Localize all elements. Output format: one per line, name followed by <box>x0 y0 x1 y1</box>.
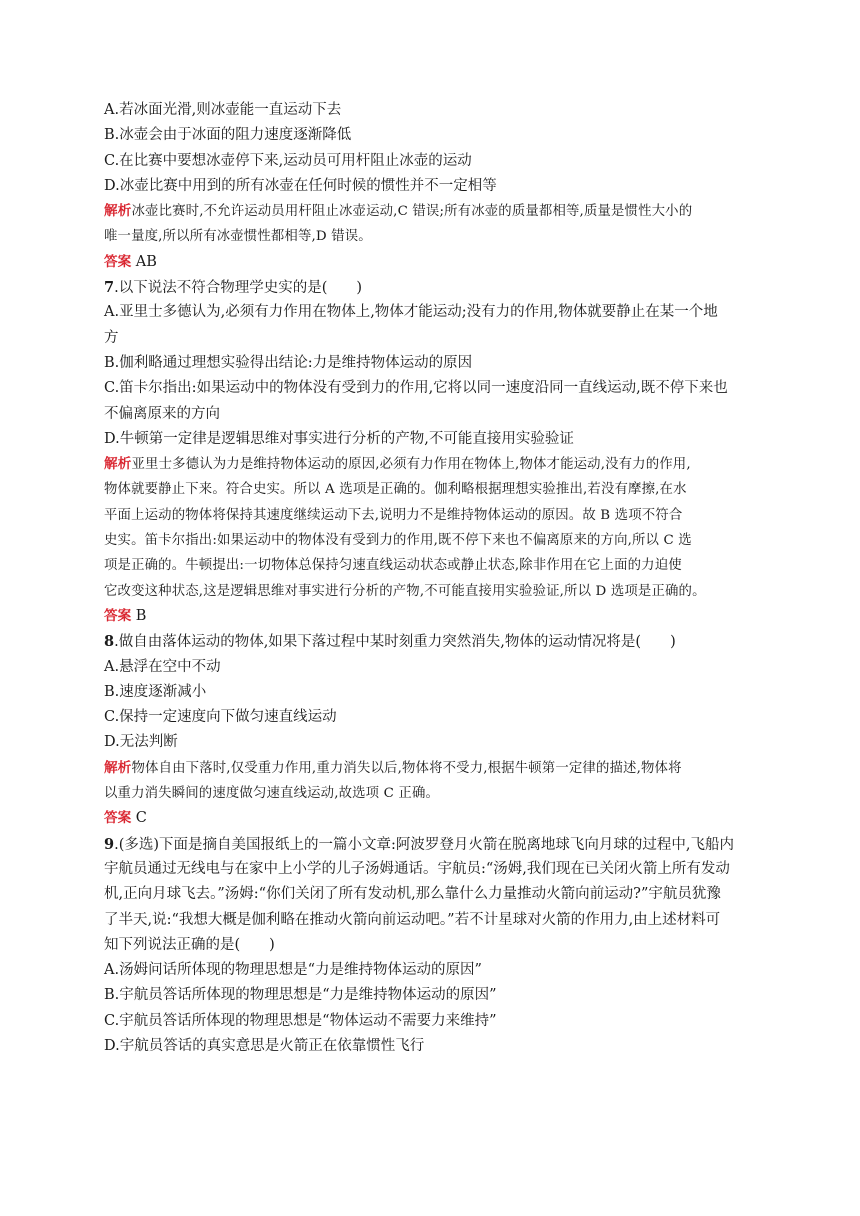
explanation-line: 以重力消失瞬间的速度做匀速直线运动,故选项 C 正确。 <box>104 786 440 802</box>
question-9 <box>104 832 764 1060</box>
explanation-line <box>104 199 764 224</box>
question-stem-continued: 知下列说法正确的是( ) <box>104 936 275 953</box>
question-number: 7 <box>104 279 115 297</box>
answer-value: AB <box>135 253 157 270</box>
question-stem <box>104 629 764 654</box>
question-text: .(多选)下面是摘自美国报纸上的一篇小文章:阿波罗登月火箭在脱离地球飞向月球的过程中,飞船内 <box>114 836 735 853</box>
question-8 <box>104 629 764 831</box>
option-a: A.若冰面光滑,则冰壶能一直运动下去 <box>104 102 342 118</box>
question-7 <box>104 275 764 629</box>
explanation-text: 冰壶比赛时,不允许运动员用杆阻止冰壶运动,C 错误;所有冰壶的质量都相等,质量是惯性大小的 <box>131 204 693 220</box>
explanation-line: 平面上运动的物体将保持其速度继续运动下去,说明力不是维持物体运动的原因。故 B 选项不符合 <box>104 507 683 523</box>
explanation-line <box>104 452 764 477</box>
option-c: C.笛卡尔指出:如果运动中的物体没有受到力的作用,它将以同一速度沿同一直线运动,既不停下来也 <box>104 380 728 397</box>
explanation-label: 解析 <box>104 203 132 220</box>
question-stem <box>104 275 764 300</box>
option-a: A.悬浮在空中不动 <box>104 658 221 675</box>
question-stem-continued: 宇航员通过无线电与在家中上小学的儿子汤姆通话。宇航员:“汤姆,我们现在已关闭火箭上所有发动 <box>104 860 730 877</box>
option-a-continued: 方 <box>104 329 119 346</box>
explanation-line: 它改变这种状态,这是逻辑思维对事实进行分析的产物,不可能直接用实验验证,所以 D 选项是正确的。 <box>104 583 706 599</box>
explanation-line <box>104 756 764 781</box>
option-a: A.亚里士多德认为,必须有力作用在物体上,物体才能运动;没有力的作用,物体就要静止在某一个地 <box>104 304 718 321</box>
option-d: D.牛顿第一定律是逻辑思维对事实进行分析的产物,不可能直接用实验验证 <box>104 430 574 447</box>
option-c: C.在比赛中要想冰壶停下来,运动员可用杆阻止冰壶的运动 <box>104 152 472 169</box>
answer-line <box>104 806 764 831</box>
question-stem-continued: 机,正向月球飞去。”汤姆:“你们关闭了所有发动机,那么靠什么力量推动火箭向前运动?”宇航员犹豫 <box>104 886 721 903</box>
option-b: B.伽利略通过理想实验得出结论:力是维持物体运动的原因 <box>104 354 473 371</box>
question-text: .做自由落体运动的物体,如果下落过程中某时刻重力突然消失,物体的运动情况将是( ) <box>114 634 676 651</box>
answer-label: 答案 <box>104 607 132 624</box>
option-b: B.速度逐渐减小 <box>104 683 207 700</box>
option-b: B.宇航员答话所体现的物理思想是“力是维持物体运动的原因” <box>104 987 497 1004</box>
question-number: 9 <box>104 835 115 853</box>
answer-label: 答案 <box>104 810 132 827</box>
answer-label: 答案 <box>104 253 132 270</box>
answer-line <box>104 250 764 275</box>
explanation-label: 解析 <box>104 456 132 473</box>
explanation-label: 解析 <box>104 759 132 776</box>
question-text: .以下说法不符合物理学史实的是( ) <box>114 280 363 297</box>
option-c: C.宇航员答话所体现的物理思想是“物体运动不需要力来维持” <box>104 1012 497 1029</box>
option-c-continued: 不偏离原来的方向 <box>104 405 220 422</box>
explanation-line: 项是正确的。牛顿提出:一切物体总保持匀速直线运动状态或静止状态,除非作用在它上面的力迫使 <box>104 558 682 574</box>
explanation-line: 史实。笛卡尔指出:如果运动中的物体没有受到力的作用,既不停下来也不偏离原来的方向,所以 C 选 <box>104 533 692 549</box>
answer-value: C <box>135 810 147 827</box>
explanation-line: 唯一量度,所以所有冰壶惯性都相等,D 错误。 <box>104 229 372 245</box>
option-d: D.无法判断 <box>104 734 178 751</box>
explanation-text: 物体自由下落时,仅受重力作用,重力消失以后,物体将不受力,根据牛顿第一定律的描述,物体将 <box>131 760 682 776</box>
question-stem <box>104 832 764 857</box>
option-d: D.宇航员答话的真实意思是火箭正在依靠惯性飞行 <box>104 1037 425 1054</box>
answer-value: B <box>135 607 147 624</box>
document-page <box>104 98 764 1059</box>
option-c: C.保持一定速度向下做匀速直线运动 <box>104 709 337 726</box>
question-6 <box>104 98 764 275</box>
explanation-text: 亚里士多德认为力是维持物体运动的原因,必须有力作用在物体上,物体才能运动,没有力的作用, <box>131 457 691 473</box>
question-number: 8 <box>104 633 115 651</box>
explanation-line: 物体就要静止下来。符合史实。所以 A 选项是正确的。伽利略根据理想实验推出,若没有摩擦,在水 <box>104 482 687 498</box>
option-b: B.冰壶会由于冰面的阻力速度逐渐降低 <box>104 127 352 144</box>
option-a: A.汤姆问话所体现的物理思想是“力是维持物体运动的原因” <box>104 962 482 979</box>
question-stem-continued: 了半天,说:“我想大概是伽利略在推动火箭向前运动吧。”若不计星球对火箭的作用力,由上述材料可 <box>104 911 721 928</box>
option-d: D.冰壶比赛中用到的所有冰壶在任何时候的惯性并不一定相等 <box>104 177 497 194</box>
answer-line <box>104 604 764 629</box>
